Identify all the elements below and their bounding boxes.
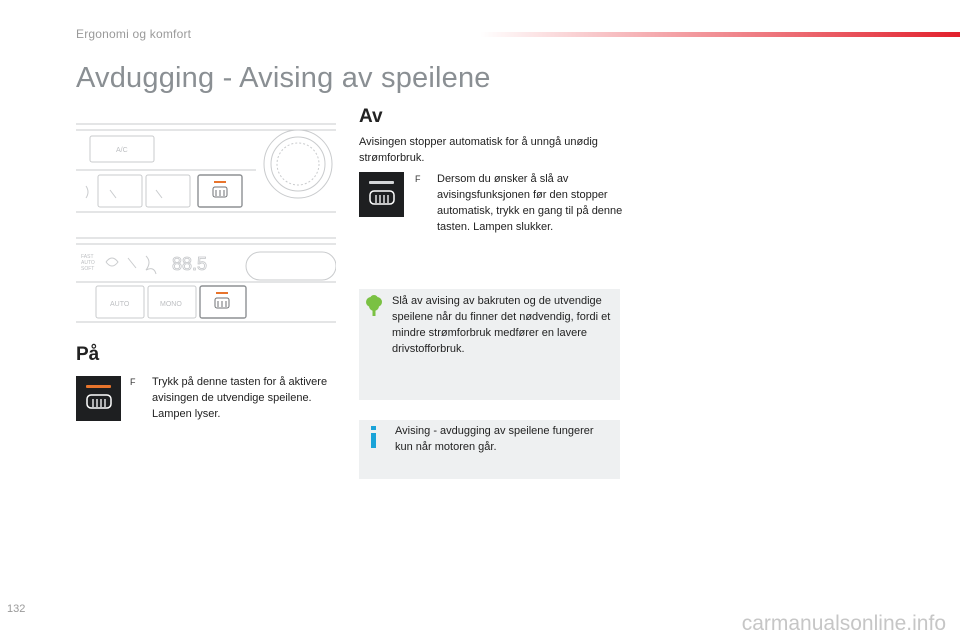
instruction-off-text: Dersom du ønsker å slå av avisingsfunksjonen før den stopper automatisk, trykk en gang til på denne tasten. Lampen slukker. [437, 173, 623, 233]
info-note-text: Avising - avdugging av speilene fungerer kun når motoren går. [395, 425, 594, 453]
mirror-defrost-icon [86, 394, 112, 412]
page-title: Avdugging - Avising av speilene [76, 62, 491, 94]
instruction-on-text: Trykk på denne tasten for å aktivere avisingen de utvendige speilene. Lampen lyser. [152, 376, 328, 420]
eco-note-box [359, 289, 620, 400]
svg-text:AUTO: AUTO [110, 301, 130, 308]
section-title-off: Av [359, 106, 383, 127]
bullet-marker: F [130, 377, 136, 387]
mirror-defrost-icon [369, 190, 395, 208]
svg-text:SOFT: SOFT [81, 266, 95, 272]
bullet-marker: F [415, 174, 421, 184]
watermark: carmanualsonline.info [741, 612, 946, 635]
svg-text:AUTO: AUTO [81, 260, 95, 266]
svg-text:88.5: 88.5 [172, 254, 208, 274]
mirror-defrost-button-on [76, 376, 121, 421]
page-number: 132 [7, 603, 26, 615]
info-note-box [359, 420, 620, 479]
svg-text:MONO: MONO [160, 301, 182, 308]
instruction-off [415, 171, 625, 235]
svg-text:FAST: FAST [81, 254, 94, 260]
control-panel-illustration [76, 120, 336, 326]
mirror-defrost-button-off [359, 172, 404, 217]
eco-note-text: Slå av avising av bakruten og de utvendige speilene når du finner det nødvendig, fordi et mindre strømforbruk medfører en lavere drivstofforbruk. [392, 295, 611, 355]
info-icon [370, 426, 378, 448]
instruction-on [130, 374, 340, 422]
eco-tree-icon [365, 295, 383, 317]
header-accent-bar [480, 32, 960, 37]
climate-panel-drawing [76, 120, 336, 326]
chapter-title: Ergonomi og komfort [76, 27, 192, 41]
lamp-indicator-off [369, 181, 394, 184]
svg-text:A/C: A/C [116, 147, 128, 154]
lamp-indicator-on [86, 385, 111, 388]
section-title-on: På [76, 344, 100, 365]
intro-off-text: Avisingen stopper automatisk for å unngå unødig strømforbruk. [359, 136, 598, 164]
